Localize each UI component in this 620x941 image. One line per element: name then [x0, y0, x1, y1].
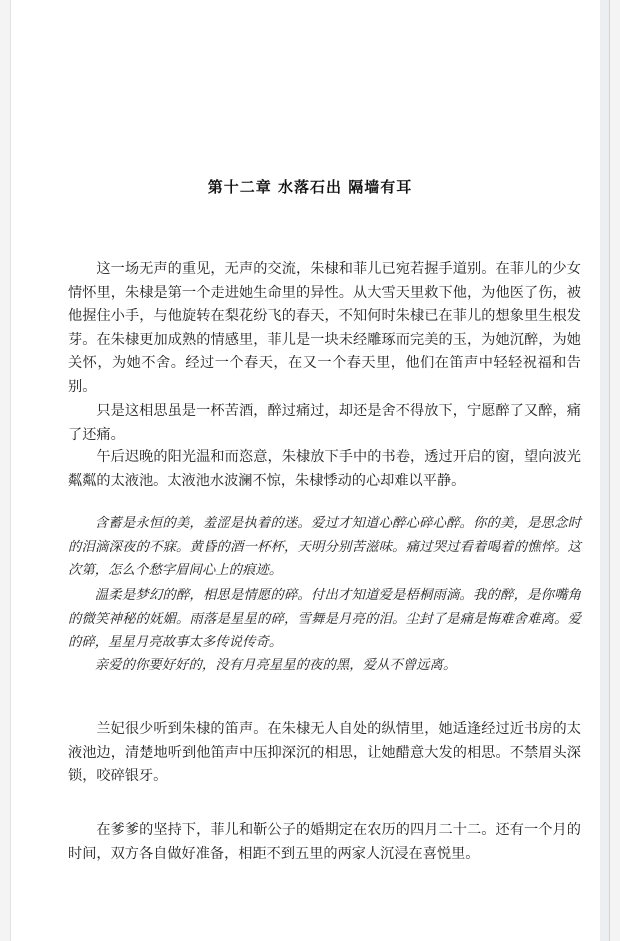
paragraph: 兰妃很少听到朱棣的笛声。在朱棣无人自处的纵情里，她适逢经过近书房的太液池边，清楚地听到他笛声中压抑深沉的相思，让她醋意大发的相思。不禁眉头深锁，咬碎银牙。	[68, 721, 581, 784]
paragraph: 在爹爹的坚持下，菲儿和靳公子的婚期定在农历的四月二十二。还有一个月的时间，双方各自做好准备，相距不到五里的两家人沉浸在喜悦里。	[68, 822, 581, 862]
poem-stanza: 温柔是梦幻的醉，相思是情愿的碎。付出才知道爱是梧桐雨滴。我的醉，是你嘴角的微笑神秘的妩媚。雨落是星星的碎，雪舞是月亮的泪。尘封了是痛是悔难舍难离。爱的碎，星星月亮故事太多传说传奇。	[68, 588, 581, 650]
paragraph: 只是这相思虽是一杯苦酒，醉过痛过，却还是舍不得放下，宁愿醉了又醉，痛了还痛。	[68, 403, 581, 443]
paragraph: 这一场无声的重见，无声的交流，朱棣和菲儿已宛若握手道别。在菲儿的少女情怀里，朱棣是第一个走进她生命里的异性。从大雪天里救下他，为他医了伤，被他握住小手，与他旋转在梨花纷飞的春天，不知何时朱棣已在菲儿的想象里生根发芽。在朱棣更加成熟的情感里，菲儿是一块未经雕琢而完美的玉，为她沉醉，为她关怀，为她不舍。经过一个春天，在又一个春天里，他们在笛声中轻轻祝福和告别。	[68, 261, 581, 395]
book-page	[10, 0, 610, 941]
page-edge	[600, 0, 609, 941]
poem-stanza: 亲爱的你要好好的，没有月亮星星的夜的黑，爱从不曾远离。	[94, 658, 457, 673]
paragraph: 午后迟晚的阳光温和而恣意，朱棣放下手中的书卷，透过开启的窗，望向波光粼粼的太液池。太液池水波澜不惊，朱棣悸动的心却难以平静。	[68, 449, 581, 489]
chapter-title: 第十二章 水落石出 隔墙有耳	[207, 178, 413, 196]
poem-stanza: 含蓄是永恒的美，羞涩是执着的迷。爱过才知道心醉心碎心醉。你的美，是思念时的泪滴深夜的不寐。黄昏的酒一杯杯，天明分别苦滋味。痛过哭过看着喝着的憔悴。这次第，怎么个愁字眉间心上的痕迹。	[68, 516, 581, 578]
